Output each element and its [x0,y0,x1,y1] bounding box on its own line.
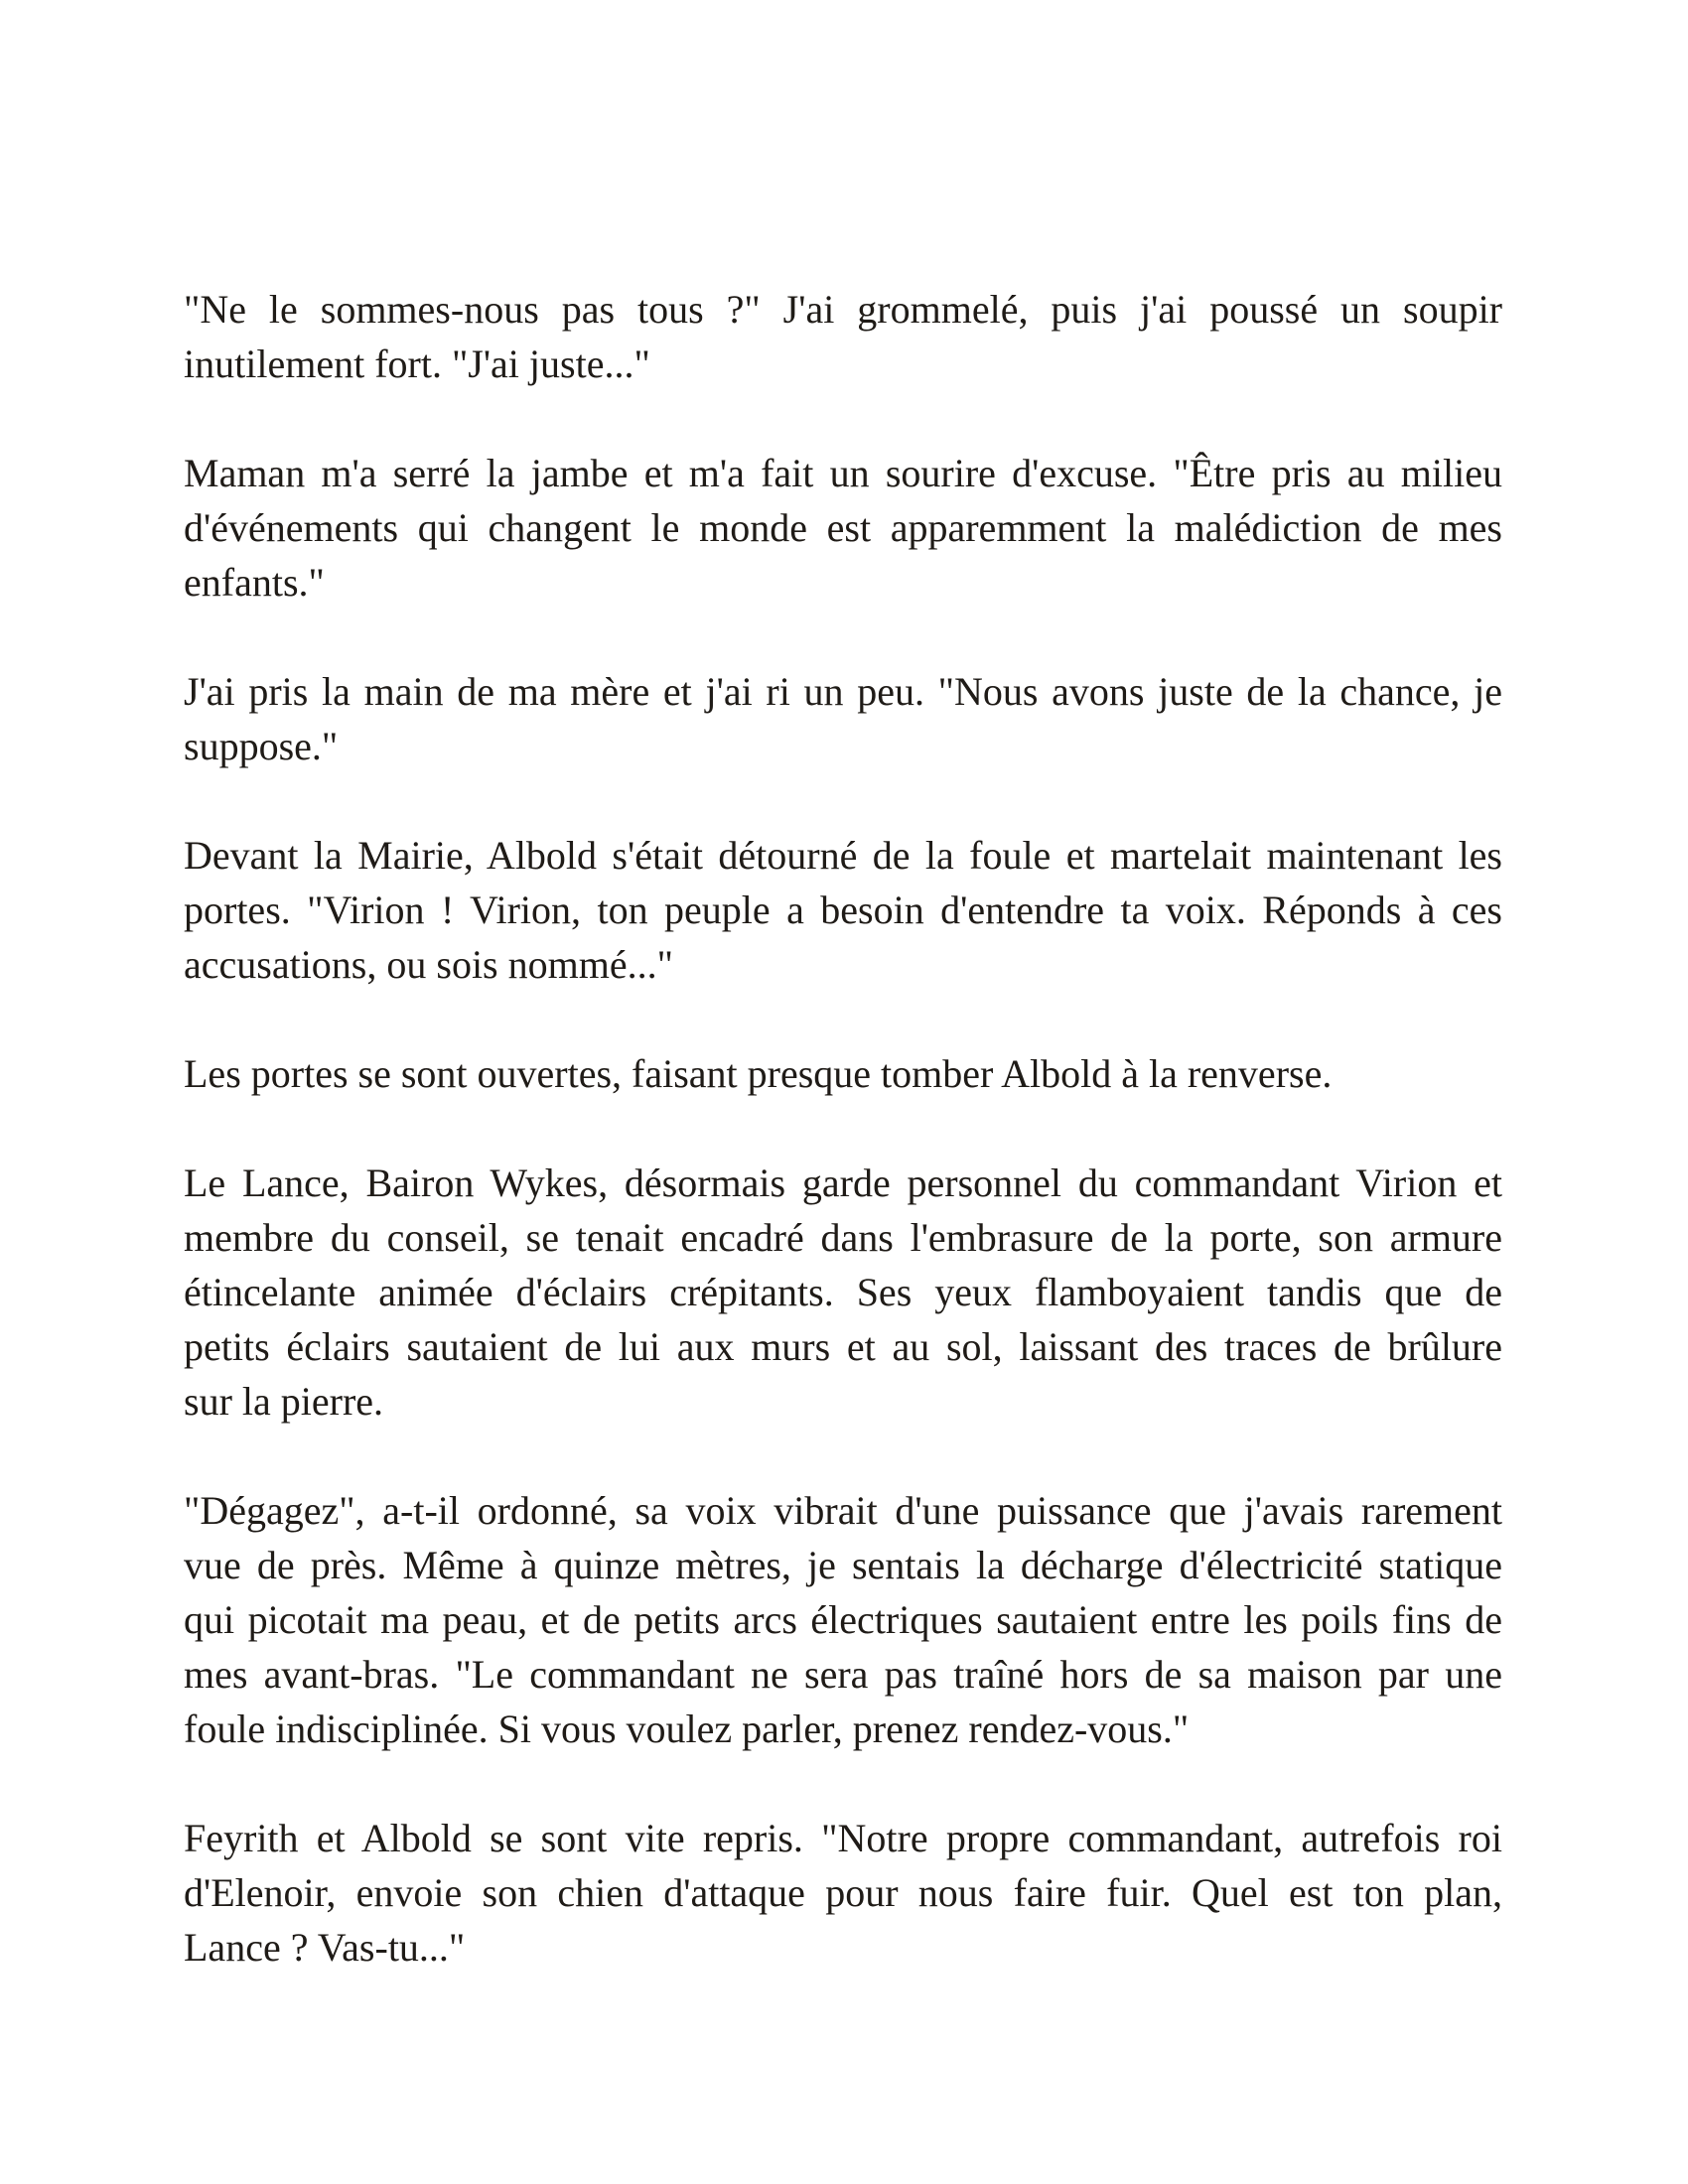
text-line: "Dégagez", a-t-il ordonné, sa voix vibrait d'une puissance que j'avais rarement [184,1488,1502,1533]
paragraph-4 [184,828,1502,992]
body-text [184,282,1502,1975]
text-line: Maman m'a serré la jambe et m'a fait un sourire d'excuse. "Être pris au milieu [184,451,1502,495]
paragraph-2 [184,446,1502,610]
text-line: Les portes se sont ouvertes, faisant presque tomber Albold à la renverse. [184,1051,1333,1096]
text-line: Devant la Mairie, Albold s'était détourné de la foule et martelait maintenant les [184,833,1502,878]
text-line: vue de près. Même à quinze mètres, je sentais la décharge d'électricité statique [184,1543,1502,1587]
text-line: portes. "Virion ! Virion, ton peuple a besoin d'entendre ta voix. Réponds à ces [184,887,1502,932]
text-line: suppose." [184,724,339,768]
paragraph-5 [184,1046,1502,1101]
text-line: petits éclairs sautaient de lui aux murs et au sol, laissant des traces de brûlure [184,1324,1502,1369]
paragraph-6 [184,1156,1502,1429]
text-line: d'Elenoir, envoie son chien d'attaque pour nous faire fuir. Quel est ton plan, [184,1870,1502,1915]
text-line: mes avant-bras. "Le commandant ne sera pas traîné hors de sa maison par une [184,1652,1502,1697]
text-line: inutilement fort. "J'ai juste..." [184,341,650,386]
text-line: J'ai pris la main de ma mère et j'ai ri un peu. "Nous avons juste de la chance, je [184,669,1502,714]
text-line: accusations, ou sois nommé..." [184,942,673,987]
paragraph-8 [184,1811,1502,1975]
paragraph-3 [184,664,1502,773]
paragraph-1 [184,282,1502,391]
text-line: sur la pierre. [184,1379,384,1424]
text-line: foule indisciplinée. Si vous voulez parler, prenez rendez-vous." [184,1706,1190,1751]
paragraph-7 [184,1483,1502,1756]
text-line: enfants." [184,560,325,605]
text-line: Lance ? Vas-tu..." [184,1925,466,1970]
text-line: étincelante animée d'éclairs crépitants. Ses yeux flamboyaient tandis que de [184,1270,1502,1314]
text-line: Feyrith et Albold se sont vite repris. "Notre propre commandant, autrefois roi [184,1816,1502,1860]
text-line: d'événements qui changent le monde est apparemment la malédiction de mes [184,505,1502,550]
text-line: qui picotait ma peau, et de petits arcs électriques sautaient entre les poils fins de [184,1597,1502,1642]
text-line: membre du conseil, se tenait encadré dans l'embrasure de la porte, son armure [184,1215,1502,1260]
text-line: Le Lance, Bairon Wykes, désormais garde personnel du commandant Virion et [184,1160,1502,1205]
text-line: "Ne le sommes-nous pas tous ?" J'ai grommelé, puis j'ai poussé un soupir [184,287,1502,332]
